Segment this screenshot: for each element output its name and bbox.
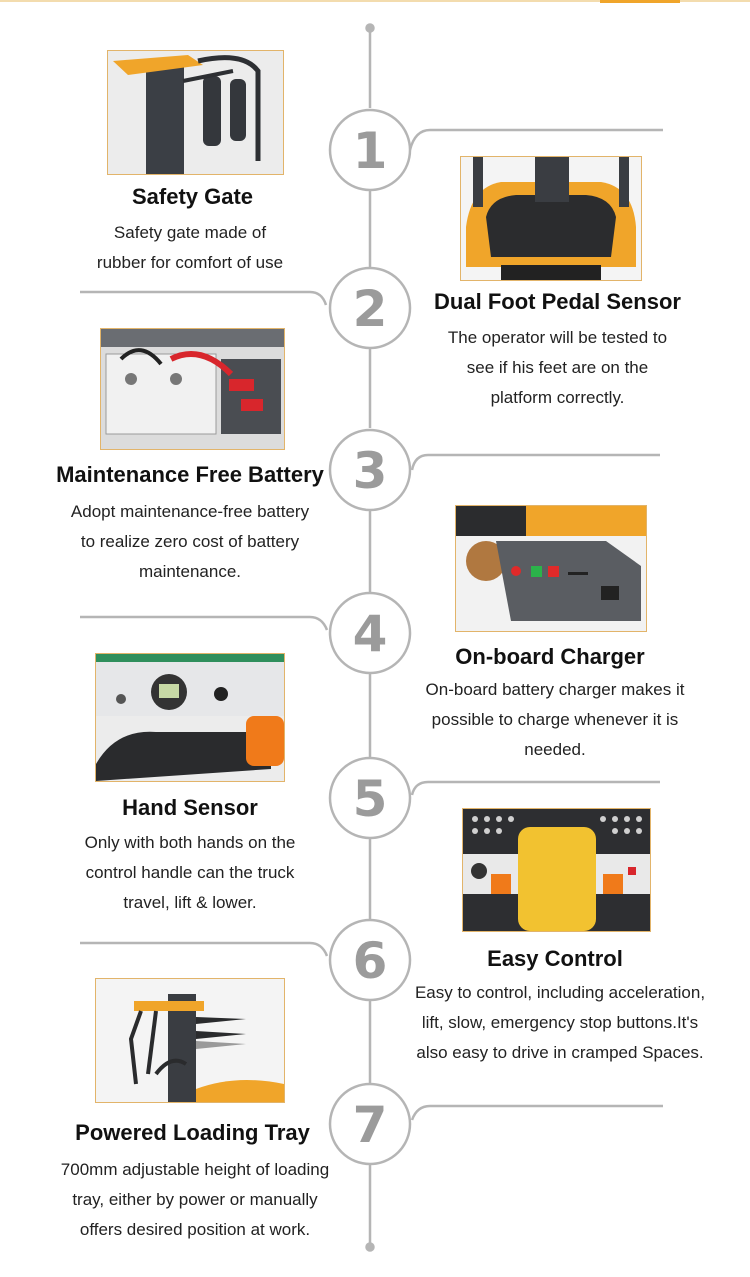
- description-line: rubber for comfort of use: [96, 253, 284, 272]
- step-number-3: 3: [352, 442, 388, 500]
- description-line: Only with both hands on the: [84, 833, 296, 852]
- step-number-6: 6: [352, 932, 388, 990]
- description-line: possible to charge whenever it is: [431, 710, 679, 729]
- description-line: to realize zero cost of battery: [80, 532, 300, 551]
- description-line: The operator will be tested to: [447, 328, 668, 347]
- loading-tray-photo: [95, 978, 285, 1103]
- feature-description-3: [55, 497, 325, 587]
- feature-title-6: Easy Control: [487, 946, 623, 971]
- description-line: Easy to control, including acceleration,: [414, 983, 706, 1002]
- feature-title-5: Hand Sensor: [122, 795, 258, 820]
- step-number-1: 1: [352, 122, 388, 180]
- description-line: 700mm adjustable height of loading: [60, 1160, 330, 1179]
- battery-photo: [100, 328, 285, 450]
- hand-sensor-photo: [95, 653, 285, 782]
- feature-description-7: [50, 1155, 340, 1245]
- description-line: control handle can the truck: [85, 863, 295, 882]
- description-line: On-board battery charger makes it: [425, 680, 685, 699]
- feature-description-2: [425, 323, 690, 413]
- control-panel-photo: [462, 808, 651, 932]
- description-line: Safety gate made of: [113, 223, 267, 242]
- feature-title-2: Dual Foot Pedal Sensor: [434, 289, 681, 314]
- description-line: maintenance.: [138, 562, 242, 581]
- description-line: offers desired position at work.: [79, 1220, 311, 1239]
- feature-title-3: Maintenance Free Battery: [56, 462, 324, 487]
- description-line: tray, either by power or manually: [72, 1190, 318, 1209]
- charger-photo: [455, 505, 647, 632]
- step-number-7: 7: [352, 1096, 388, 1154]
- feature-title-7: Powered Loading Tray: [75, 1120, 310, 1145]
- description-line: see if his feet are on the: [466, 358, 649, 377]
- feature-description-4: [410, 675, 700, 765]
- description-line: platform correctly.: [490, 388, 625, 407]
- feature-description-1: [70, 218, 310, 278]
- description-line: lift, slow, emergency stop buttons.It's: [421, 1013, 699, 1032]
- feature-description-5: [60, 828, 320, 918]
- feature-title-1: Safety Gate: [131, 184, 254, 209]
- description-line: also easy to drive in cramped Spaces.: [416, 1043, 704, 1062]
- safety-gate-photo: [107, 50, 284, 175]
- step-number-5: 5: [352, 770, 388, 828]
- feature-title-4: On-board Charger: [455, 644, 645, 669]
- description-line: travel, lift & lower.: [123, 893, 257, 912]
- step-number-4: 4: [352, 605, 388, 663]
- feature-description-6: [405, 978, 715, 1068]
- step-number-2: 2: [352, 280, 388, 338]
- foot-pedal-photo: [460, 156, 642, 281]
- description-line: needed.: [524, 740, 586, 759]
- description-line: Adopt maintenance-free battery: [70, 502, 310, 521]
